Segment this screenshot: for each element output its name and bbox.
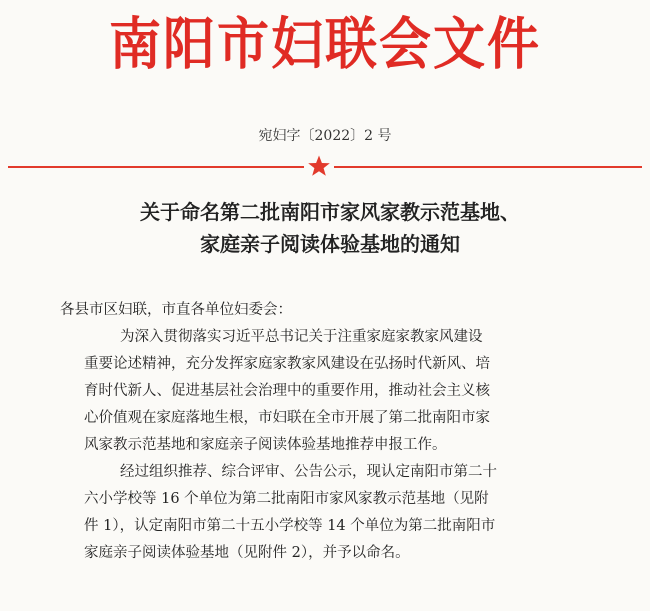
header-divider-right <box>334 166 642 168</box>
paragraph1-line: 风家教示范基地和家庭亲子阅读体验基地推荐申报工作。 <box>84 437 447 453</box>
paragraph1-line: 育时代新人、促进基层社会治理中的重要作用，推动社会主义核 <box>84 383 490 399</box>
recipients-line: 各县市区妇联，市直各单位妇委会： <box>60 302 292 318</box>
paragraph2-line: 家庭亲子阅读体验基地（见附件 2），并予以命名。 <box>84 545 410 561</box>
paragraph1-line: 心价值观在家庭落地生根，市妇联在全市开展了第二批南阳市家 <box>84 410 490 426</box>
paragraph2-line: 经过组织推荐、综合评审、公告公示，现认定南阳市第二十 <box>120 464 497 480</box>
paragraph1-line: 重要论述精神，充分发挥家庭家教家风建设在弘扬时代新风、培 <box>84 356 490 372</box>
header-divider-left <box>8 166 304 168</box>
notice-subject <box>40 196 620 260</box>
red-star-icon <box>307 154 331 178</box>
document-number: 宛妇字〔2022〕2 号 <box>258 128 392 144</box>
paragraph1-line: 为深入贯彻落实习近平总书记关于注重家庭家教家风建设 <box>120 329 483 345</box>
subject-line-1: 关于命名第二批南阳市家风家教示范基地、 <box>140 200 520 224</box>
paragraph2-line: 件 1），认定南阳市第二十五小学校等 14 个单位为第二批南阳市 <box>84 518 496 534</box>
paragraph2-line: 六小学校等 16 个单位为第二批南阳市家风家教示范基地（见附 <box>84 491 489 507</box>
notice-body <box>60 297 604 567</box>
document-header-title: 南阳市妇联会文件 <box>108 12 541 78</box>
subject-line-2: 家庭亲子阅读体验基地的通知 <box>200 232 460 256</box>
